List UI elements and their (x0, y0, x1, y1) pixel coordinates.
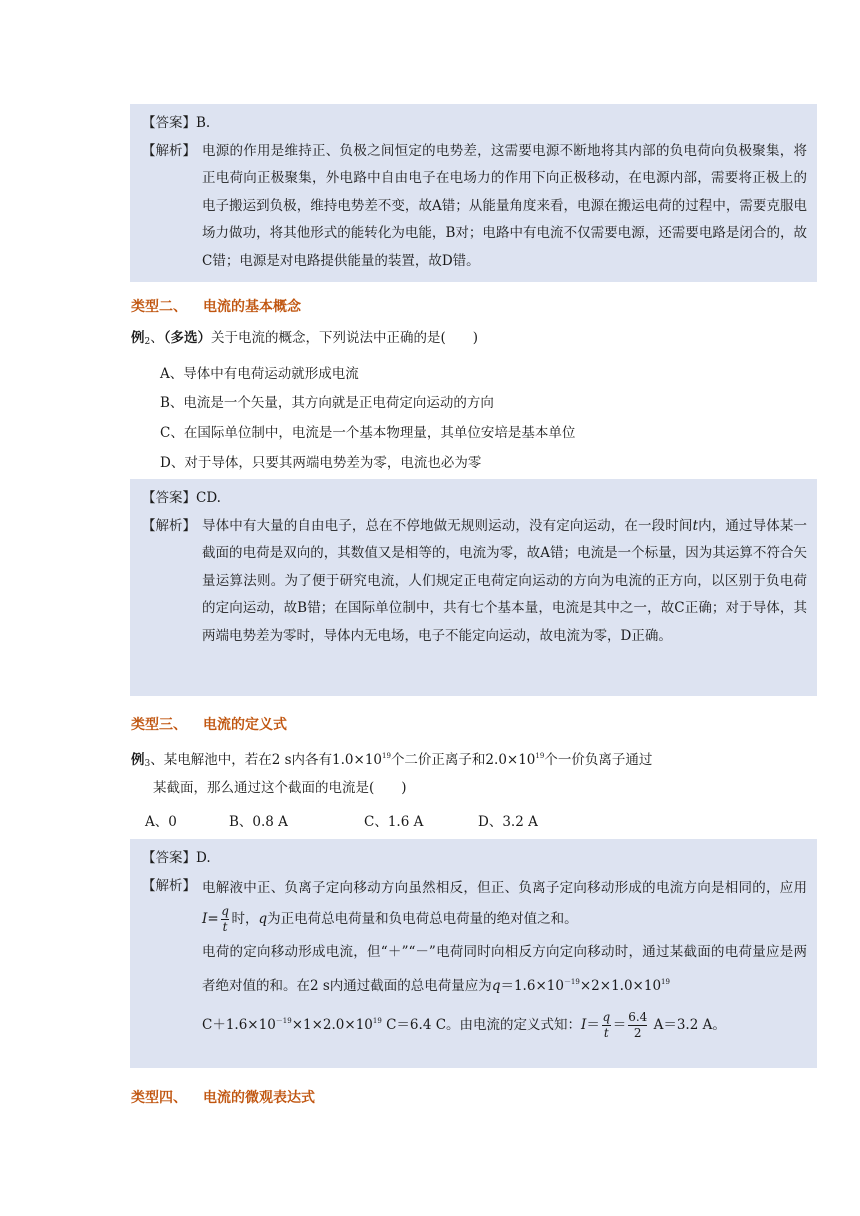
analysis-text-2 (202, 937, 807, 1001)
section-title: 电流的基本概念 (203, 299, 301, 315)
answer-row (142, 845, 807, 873)
analysis-part: C＝6.4 C。由电流的定义式知： (381, 1016, 582, 1033)
section-label: 类型二、 (131, 299, 187, 315)
analysis-row (142, 138, 807, 276)
question-3 (131, 746, 652, 774)
answer-value: CD. (196, 490, 221, 506)
analysis-part: A＝3.2 A。 (649, 1016, 726, 1033)
equals-sign: = (207, 910, 219, 927)
analysis-part: C＋1.6×10 (202, 1016, 276, 1033)
analysis-text-3 (202, 1001, 807, 1045)
numerator: q (221, 903, 229, 918)
analysis-row (142, 513, 807, 651)
analysis-part: 时， (231, 910, 259, 927)
section-heading-4 (131, 1087, 315, 1107)
denominator: t (603, 1025, 609, 1040)
section-label: 类型四、 (131, 1090, 187, 1106)
question-sep: 、 (150, 330, 164, 346)
question-text: 、某电解池中，若在2 s内各有1.0×10 (150, 752, 383, 768)
analysis-tag: 【解析】 (142, 517, 196, 534)
exponent: 19 (661, 977, 670, 986)
answer-tag: 【答案】 (142, 490, 196, 506)
question-number: 3 (144, 759, 151, 769)
variable-t: t (692, 517, 698, 534)
fraction-q-over-t (221, 904, 230, 935)
equals-sign: ＝ (612, 1016, 627, 1033)
section-title: 电流的微观表达式 (203, 1090, 315, 1106)
option-c: C、1.6 A (364, 814, 424, 830)
question-number: 2 (144, 337, 151, 347)
numerator: 6.4 (628, 1009, 648, 1024)
exponent: 19 (372, 1016, 382, 1025)
analysis-part: ×2×1.0×10 (579, 977, 662, 994)
variable-q: q (491, 977, 501, 994)
variable-I: I (581, 1016, 587, 1033)
section-title: 电流的定义式 (203, 717, 287, 733)
option-b: B、0.8 A (229, 814, 288, 830)
denominator: t (222, 919, 228, 934)
option-b: B、电流是一个矢量，其方向就是正电荷定向运动的方向 (160, 395, 494, 411)
numerator: q (602, 1009, 611, 1024)
question-prefix: 例 (131, 330, 145, 346)
option-d: D、3.2 A (478, 814, 538, 830)
section-label: 类型三、 (131, 717, 187, 733)
option-c: C、在国际单位制中，电流是一个基本物理量，其单位安培是基本单位 (160, 425, 576, 441)
analysis-part: 电荷的定向移动形成电流，但“＋”“－”电荷同时向相反方向定向移动时，通过某截面的电荷量应是两者绝对值的和。在2 s内通过截面的总电荷量应为 (202, 943, 807, 994)
analysis-part: ×1×2.0×10 (291, 1016, 373, 1033)
section-heading-3 (131, 714, 287, 734)
analysis-part: 电解液中正、负离子定向移动方向虽然相反，但正、负离子定向移动形成的电流方向是相同的，应用 (202, 879, 807, 896)
question-text: 关于电流的概念，下列说法中正确的是( ) (210, 330, 479, 346)
answer-value: D. (196, 850, 211, 866)
answer-tag: 【答案】 (142, 115, 196, 131)
answer-box-3 (130, 839, 817, 1068)
question-tag: （多选） (163, 330, 211, 346)
section-heading-2 (131, 296, 301, 316)
denominator: 2 (628, 1025, 647, 1041)
analysis-row (142, 873, 807, 1045)
question-3-line2: 某截面，那么通过这个截面的电流是( ) (153, 780, 407, 796)
answer-box-1 (130, 104, 817, 282)
options-row (145, 810, 538, 830)
fraction-numeric (628, 1010, 647, 1041)
answer-box-2 (130, 479, 817, 696)
variable-q: q (258, 910, 268, 927)
analysis-text: 电源的作用是维持正、负极之间恒定的电势差，这需要电源不断地将其内部的负电荷向负极聚集，将正电荷向正极聚集，外电路中自由电子在电场力的作用下向正极移动，在电源内部，需要将正极上的电子搬运到负极，维持电势差不变，故A错；从能量角度来看，电源在搬运电荷的过程中，需要克服电场力做功，将其他形式的能转化为电能，B对；电路中有电流不仅需要电源，还需要电路是闭合的，故C错；电源是对电路提供能量的装置，故D错。 (202, 142, 807, 269)
option-a: A、0 (145, 814, 177, 830)
analysis-tag: 【解析】 (142, 877, 196, 894)
analysis-part: 为正电荷总电荷量和负电荷总电荷量的绝对值之和。 (267, 910, 578, 927)
question-text: 个二价正离子和2.0×10 (390, 752, 536, 768)
answer-row (142, 485, 807, 513)
analysis-text (202, 873, 807, 935)
equals-sign: ＝ (586, 1016, 600, 1033)
option-a: A、导体中有电荷运动就形成电流 (160, 366, 359, 382)
analysis-text (202, 513, 807, 651)
exponent: －19 (563, 977, 580, 986)
variable-I: I (202, 910, 208, 927)
analysis-part: ＝1.6×10 (500, 977, 564, 994)
exponent: 19 (382, 752, 391, 760)
answer-value: B. (196, 115, 211, 131)
option-d: D、对于导体，只要其两端电势差为零，电流也必为零 (160, 455, 482, 471)
answer-row (142, 110, 807, 138)
analysis-tag: 【解析】 (142, 142, 196, 159)
question-text: 个一价负离子通过 (544, 752, 653, 768)
exponent: 19 (535, 752, 545, 760)
fraction-q-over-t (602, 1010, 611, 1041)
answer-tag: 【答案】 (142, 850, 196, 866)
question-prefix: 例 (131, 752, 145, 768)
exponent: －19 (275, 1016, 292, 1025)
analysis-part: 内，通过导体某一截面的电荷是双向的，其数值又是相等的，电流为零，故A错；电流是一个标量，因为其运算不符合矢量运算法则。为了便于研究电流，人们规定正电荷定向运动的方向为电流的正方向，以区别于负电荷的定向运动，故B错；在国际单位制中，共有七个基本量，电流是其中之一，故C正确；对于导体，其两端电势差为零时，导体内无电场，电子不能定向运动，故电流为零，D正确。 (202, 517, 808, 644)
analysis-part: 导体中有大量的自由电子，总在不停地做无规则运动，没有定向运动，在一段时间 (202, 517, 693, 534)
question-2 (131, 328, 478, 352)
